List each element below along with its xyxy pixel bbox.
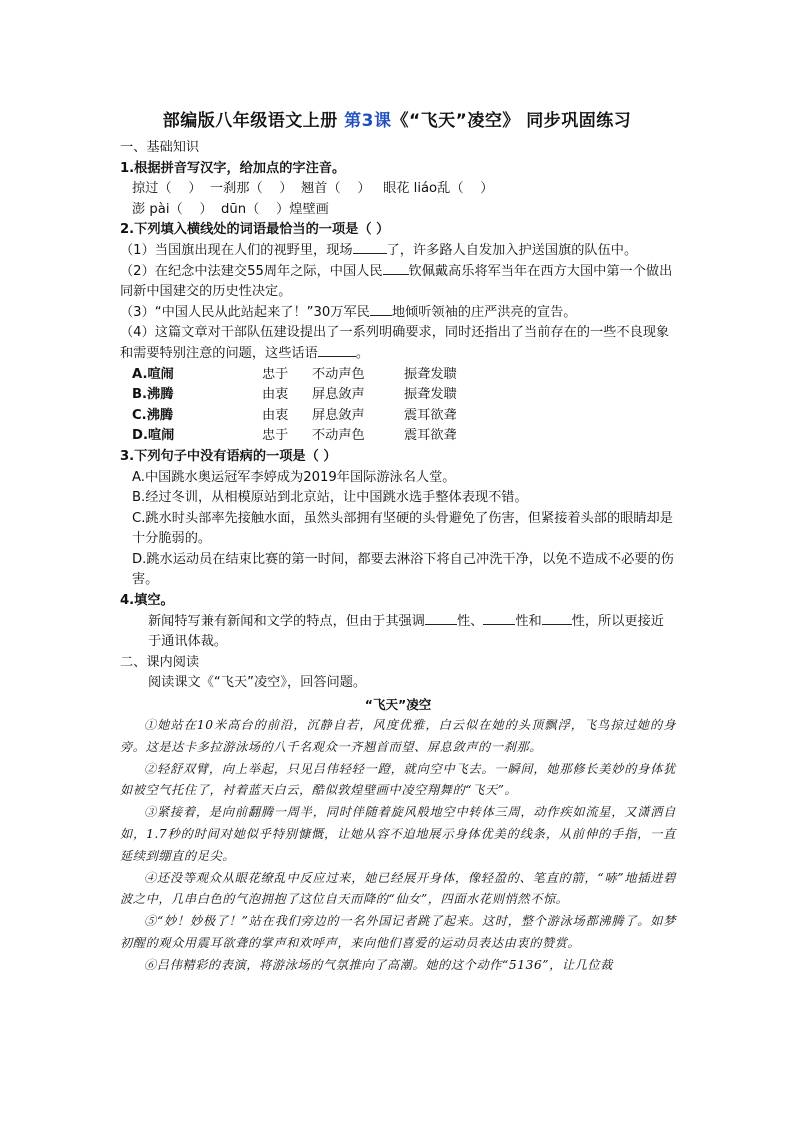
reading-intro: 阅读课文《“飞天”凌空》，回答问题。 xyxy=(148,675,367,691)
fill-blank[interactable] xyxy=(353,241,387,254)
passage-paragraph-6: ⑥吕伟精彩的表演，将游泳场的气氛推向了高潮。她的这个动作“5136”，让几位裁 xyxy=(144,957,614,972)
q1-row1: 掠过（ ） 一刹那（ ） 翘首（ ） 眼花 liáo乱（ ） xyxy=(132,181,494,197)
title-prefix: 部编版八年级语文上册 xyxy=(162,111,345,131)
q4-stem: 4.填空。 xyxy=(120,593,174,609)
q2-option-b[interactable]: B.沸腾 由衷 屏息敛声 振聋发聩 xyxy=(132,387,457,403)
fill-blank[interactable] xyxy=(370,303,392,316)
fill-blank[interactable] xyxy=(425,612,457,625)
q1-stem: 1.根据拼音写汉字，给加点的字注音。 xyxy=(120,160,346,176)
q1-row2: 澎 pài（ ） dūn（ ）煌壁画 xyxy=(132,201,329,217)
q2-sentence-1: （1）当国旗出现在人们的视野里，现场 了，许多路人自发加入护送国旗的队伍中。 xyxy=(120,242,638,258)
q3-option-c[interactable]: C.跳水时头部率先接触水面，虽然头部拥有坚硬的头骨避免了伤害，但紧接着头部的眼睛却是十分脆弱的。 xyxy=(132,510,673,547)
passage-paragraph-4: ④还没等观众从眼花缭乱中反应过来，她已经展开身体，像轻盈的、笔直的箭，“哧”地插进碧波之中，几串白色的气泡拥抱了这位自天而降的“仙女”，四面水花则悄然不惊。 xyxy=(120,870,676,907)
page-title xyxy=(0,106,794,131)
passage-paragraph-1: ①她站在10米高台的前沿，沉静自若，风度优雅，白云似在她的头顶飘浮，飞鸟掠过她的身旁。这是达卡多拉游泳场的八千名观众一齐翘首而望、屏息敛声的一刹那。 xyxy=(120,718,676,754)
q2-stem: 2.下列填入横线处的词语最恰当的一项是（ ） xyxy=(120,222,390,238)
q2-option-d[interactable]: D.喧闹 忠于 不动声色 震耳欲聋 xyxy=(132,428,457,444)
q2-sentence-4: （4）这篇文章对干部队伍建设提出了一系列明确要求，同时还指出了当前存在的一些不良现象和需要特别注意的问题，这些话语 。 xyxy=(120,325,670,361)
section-heading-reading: 二、课内阅读 xyxy=(120,654,200,670)
q2-option-a[interactable]: A.喧闹 忠于 不动声色 振聋发聩 xyxy=(132,366,457,382)
fill-blank[interactable] xyxy=(318,344,356,357)
title-lesson-number: 第3课 xyxy=(344,111,392,131)
passage-title: “飞天”凌空 xyxy=(364,697,432,713)
q2-sentence-2: （2）在纪念中法建交55周年之际，中国人民 钦佩戴高乐将军当年在西方大国中第一个做出同新中国建交的历史性决定。 xyxy=(120,263,673,300)
passage-paragraph-3: ③紧接着，是向前翻腾一周半，同时伴随着旋风般地空中转体三周，动作疾如流星，又潇洒自如，1.7秒的时间对她似乎特别慷慨，让她从容不迫地展示身体优美的线条，从前伸的手指，一直延续到绷直的足尖。 xyxy=(120,805,676,863)
q2-option-c[interactable]: C.沸腾 由衷 屏息敛声 震耳欲聋 xyxy=(132,407,457,423)
section-heading-basic: 一、基础知识 xyxy=(120,140,200,155)
passage-paragraph-2: ②轻舒双臂，向上举起，只见吕伟轻轻一蹬，就向空中飞去。一瞬间，她那修长美妙的身体犹如被空气托住了，衬着蓝天白云，酷似敦煌壁画中凌空翔舞的“飞天”。 xyxy=(120,761,676,798)
q3-stem: 3.下列句子中没有语病的一项是（ ） xyxy=(120,448,337,464)
q2-sentence-3: （3）“中国人民从此站起来了！”30万军民 地倾听领袖的庄严洪亮的宣告。 xyxy=(120,304,577,320)
worksheet-content xyxy=(120,138,676,977)
fill-blank[interactable] xyxy=(542,612,572,625)
fill-blank[interactable] xyxy=(483,612,515,625)
fill-blank[interactable] xyxy=(383,262,409,275)
title-suffix: 《“飞天”凌空》 同步巩固练习 xyxy=(391,111,632,131)
passage-paragraph-5: ⑤“妙！妙极了！”站在我们旁边的一名外国记者跳了起来。这时，整个游泳场都沸腾了。如梦初醒的观众用震耳欲聋的掌声和欢呼声，来向他们喜爱的运动员表达由衷的赞赏。 xyxy=(120,914,676,950)
q4-fill-sentence: 新闻特写兼有新闻和文学的特点，但由于其强调 性、 性和 性，所以更接近于通讯体裁。 xyxy=(148,613,664,650)
q3-option-d[interactable]: D.跳水运动员在结束比赛的第一时间，都要去淋浴下将自己冲洗干净，以免不造成不必要的伤害。 xyxy=(132,551,674,588)
q3-option-a[interactable]: A.中国跳水奥运冠军李婷成为2019年国际游泳名人堂。 xyxy=(132,469,456,485)
q3-option-b[interactable]: B.经过冬训，从相模原站到北京站，让中国跳水选手整体表现不错。 xyxy=(132,490,528,506)
